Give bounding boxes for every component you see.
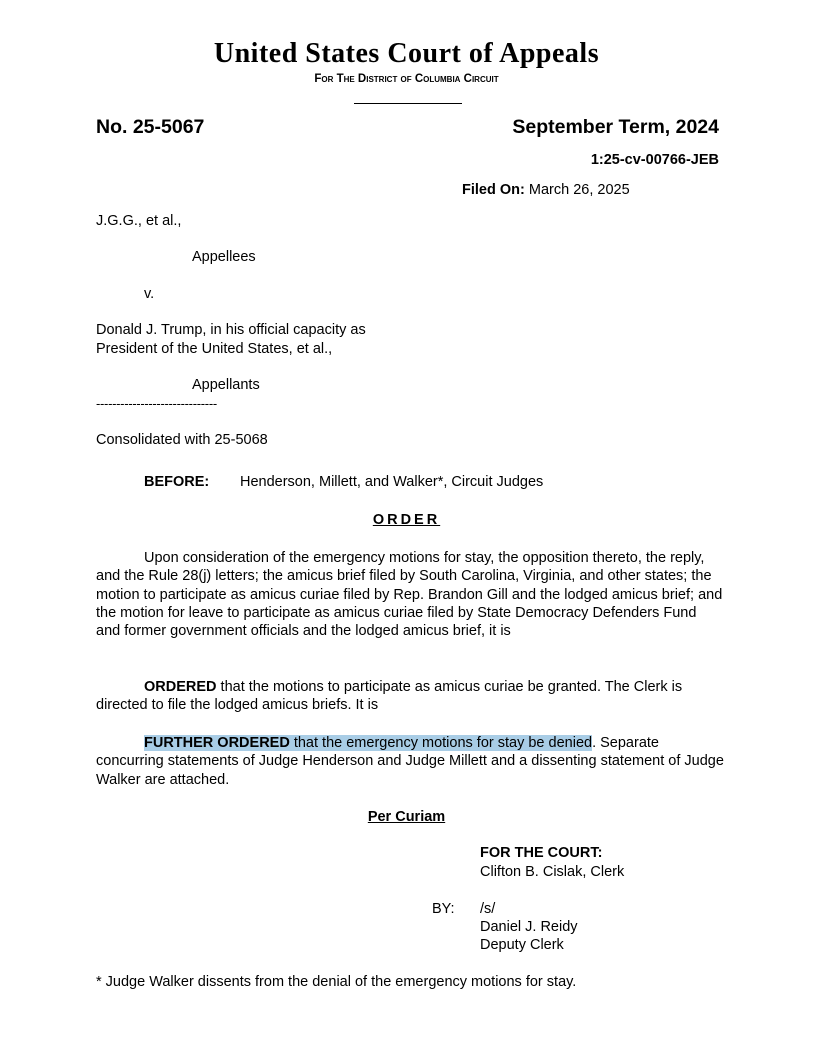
appellees-role: Appellees [192, 249, 256, 265]
order-paragraph-3 [96, 734, 724, 789]
filed-on [462, 182, 630, 198]
order-paragraph-1-text: Upon consideration of the emergency motions for stay, the opposition thereto, the reply, and the Rule 28(j) letters; the amicus brief filed by South Carolina, Virginia, and other states; the motion to participate as amicus curiae filed by Rep. Brandon Gill and the lodged amicus brief; and the motion for leave to participate as amicus curiae filed by State Democracy Defenders Fund and former government officials and the lodged amicus brief, it is [96, 550, 723, 640]
filed-on-label: Filed On: [462, 182, 525, 198]
order-paragraph-2-text: that the motions to participate as amicus curiae be granted. The Clerk is directed to file the lodged amicus briefs. It is [96, 679, 683, 714]
appellants-role: Appellants [192, 377, 260, 393]
per-curiam-row [0, 808, 813, 826]
order-paragraph-3-text: . Separate concurring statements of Judge Henderson and Judge Millett and a dissenting statement of Judge Walker are attached. [96, 735, 724, 788]
before-label: BEFORE: [144, 474, 210, 490]
case-number: No. 25-5067 [96, 116, 205, 138]
highlighted-ruling: that the emergency motions for stay be denied [289, 735, 593, 751]
order-heading-row [0, 512, 813, 528]
footnote: * Judge Walker dissents from the denial of the emergency motions for stay. [96, 974, 577, 990]
order-paragraph-1 [96, 549, 724, 640]
signature-mark: /s/ [480, 901, 496, 917]
header-rule [354, 103, 462, 104]
deputy-clerk-name: Daniel J. Reidy [480, 919, 578, 935]
term: September Term, 2024 [512, 116, 719, 138]
circuit-subtitle: For The District of Columbia Circuit [314, 73, 499, 85]
court-title: United States Court of Appeals [213, 38, 600, 69]
appellees-name: J.G.G., et al., [96, 213, 182, 229]
district-case-number: 1:25-cv-00766-JEB [590, 152, 719, 168]
order-heading: ORDER [372, 512, 441, 528]
caption-divider: ------------------------------ [96, 396, 217, 411]
versus: v. [144, 286, 155, 302]
appellants-line-2: President of the United States, et al., [96, 341, 333, 357]
filed-on-date: March 26, 2025 [528, 182, 630, 198]
clerk-name: Clifton B. Cislak, Clerk [480, 864, 625, 880]
consolidated-note: Consolidated with 25-5068 [96, 432, 268, 448]
further-ordered-label: FURTHER ORDERED [144, 735, 290, 751]
deputy-clerk-title: Deputy Clerk [480, 937, 564, 953]
by-label: BY: [432, 901, 455, 917]
appellants-line-1: Donald J. Trump, in his official capacity as [96, 322, 366, 338]
for-the-court: FOR THE COURT: [480, 845, 603, 861]
panel-judges: Henderson, Millett, and Walker*, Circuit Judges [240, 474, 544, 490]
per-curiam: Per Curiam [367, 809, 446, 825]
ordered-label: ORDERED [144, 679, 217, 695]
order-paragraph-2 [96, 678, 724, 715]
